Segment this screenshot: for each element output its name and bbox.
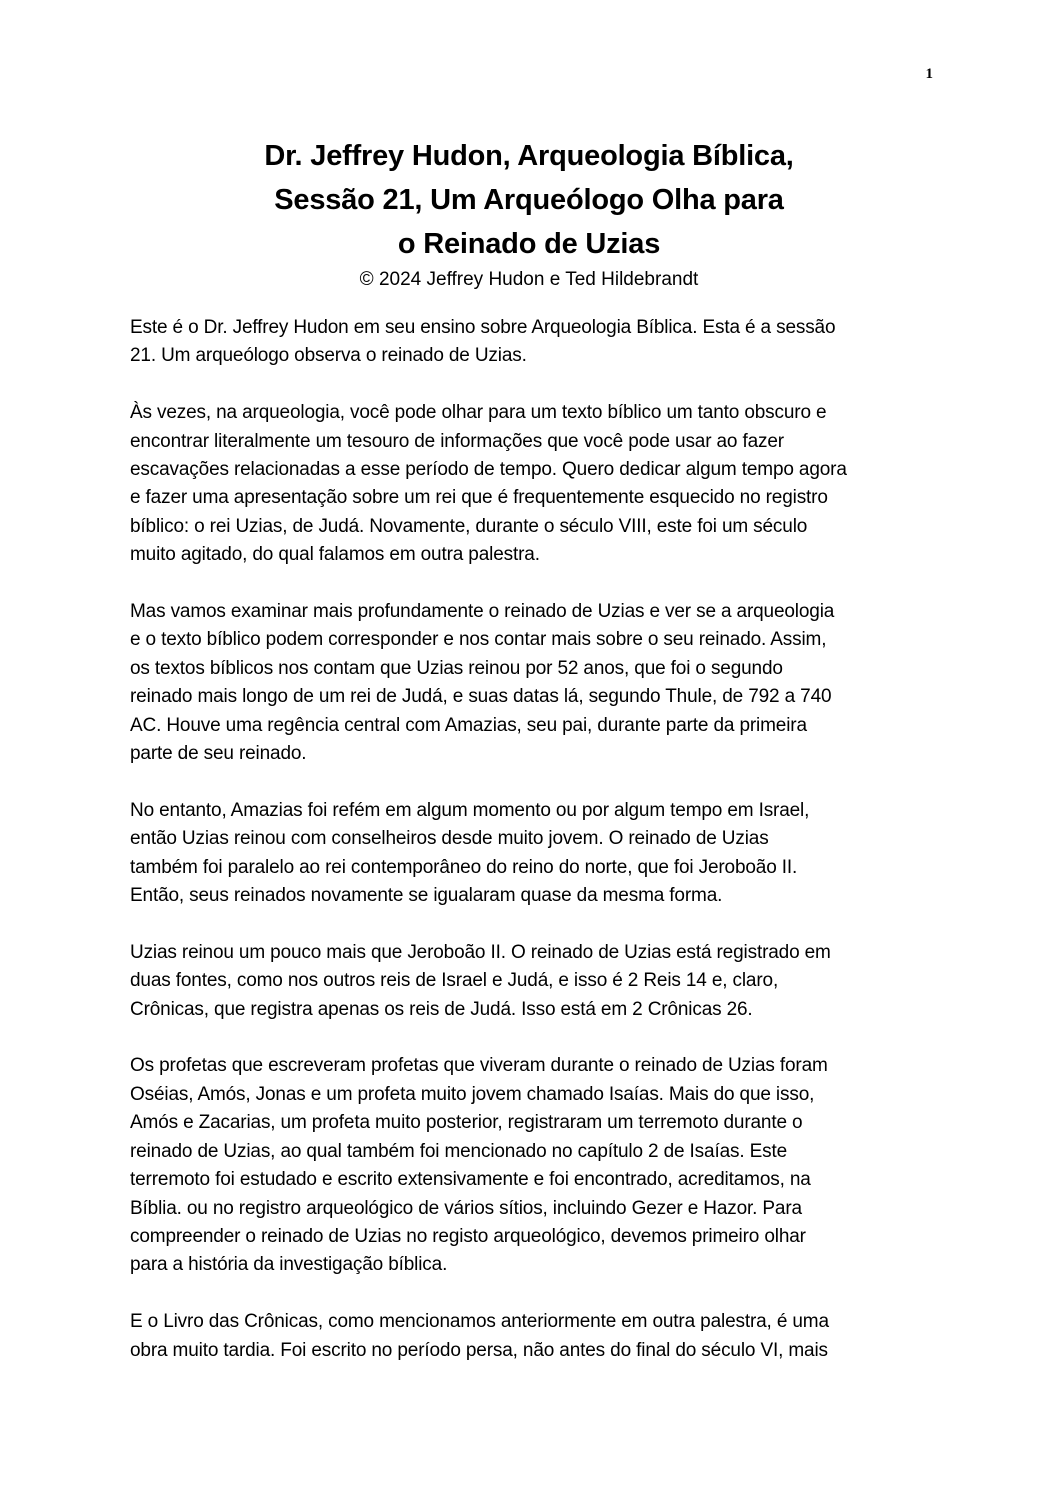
text-line: os textos bíblicos nos contam que Uzias reinou por 52 anos, que foi o segundo — [130, 657, 783, 679]
paragraph — [130, 1308, 930, 1365]
paragraph — [130, 1052, 930, 1279]
text-line: Oséias, Amós, Jonas e um profeta muito jovem chamado Isaías. Mais do que isso, — [130, 1083, 815, 1105]
title-line-2: Sessão 21, Um Arqueólogo Olha para — [274, 184, 784, 216]
text-line: obra muito tardia. Foi escrito no período persa, não antes do final do século VI, mais — [130, 1339, 828, 1361]
text-line: duas fontes, como nos outros reis de Israel e Judá, e isso é 2 Reis 14 e, claro, — [130, 970, 779, 992]
paragraph — [130, 399, 930, 569]
paragraph — [130, 314, 930, 371]
text-line: 21. Um arqueólogo observa o reinado de Uzias. — [130, 345, 527, 367]
text-line: bíblico: o rei Uzias, de Judá. Novamente, durante o século VIII, este foi um século — [130, 515, 808, 537]
paragraph — [130, 797, 930, 911]
document-header — [130, 134, 928, 294]
text-line: escavações relacionadas a esse período de tempo. Quero dedicar algum tempo agora — [130, 459, 847, 481]
text-line: para a história da investigação bíblica. — [130, 1254, 448, 1276]
text-line: Mas vamos examinar mais profundamente o reinado de Uzias e ver se a arqueologia — [130, 601, 835, 623]
title-line-3: o Reinado de Uzias — [397, 228, 661, 260]
text-line: Amós e Zacarias, um profeta muito posterior, registraram um terremoto durante o — [130, 1112, 803, 1134]
text-line: muito agitado, do qual falamos em outra palestra. — [130, 544, 540, 566]
text-line: parte de seu reinado. — [130, 743, 307, 765]
text-line: compreender o reinado de Uzias no registo arqueológico, devemos primeiro olhar — [130, 1225, 806, 1247]
copyright-notice: © 2024 Jeffrey Hudon e Ted Hildebrandt — [359, 269, 699, 290]
text-line: Os profetas que escreveram profetas que viveram durante o reinado de Uzias foram — [130, 1055, 828, 1077]
text-line: No entanto, Amazias foi refém em algum momento ou por algum tempo em Israel, — [130, 799, 810, 821]
text-line: então Uzias reinou com conselheiros desde muito jovem. O reinado de Uzias — [130, 828, 769, 850]
paragraph — [130, 598, 930, 768]
text-line: e o texto bíblico podem corresponder e nos contar mais sobre o seu reinado. Assim, — [130, 629, 827, 651]
text-line: encontrar literalmente um tesouro de informações que você pode usar ao fazer — [130, 430, 784, 452]
text-line: Este é o Dr. Jeffrey Hudon em seu ensino sobre Arqueologia Bíblica. Esta é a sessão — [130, 317, 836, 338]
title-line-1: Dr. Jeffrey Hudon, Arqueologia Bíblica, — [264, 140, 794, 172]
text-line: reinado de Uzias, ao qual também foi mencionado no capítulo 2 de Isaías. Este — [130, 1140, 788, 1162]
text-line: reinado mais longo de um rei de Judá, e suas datas lá, segundo Thule, de 792 a 740 — [130, 686, 832, 708]
text-line: e fazer uma apresentação sobre um rei que é frequentemente esquecido no registro — [130, 487, 828, 509]
document-body — [130, 314, 930, 1393]
text-line: Às vezes, na arqueologia, você pode olhar para um texto bíblico um tanto obscuro e — [130, 402, 827, 424]
page-number: 1 — [925, 66, 933, 82]
text-line: terremoto foi estudado e escrito extensivamente e foi encontrado, acreditamos, na — [130, 1169, 811, 1191]
text-line: Então, seus reinados novamente se igualaram quase da mesma forma. — [130, 885, 723, 907]
text-line: AC. Houve uma regência central com Amazias, seu pai, durante parte da primeira — [130, 714, 807, 736]
text-line: também foi paralelo ao rei contemporâneo do reino do norte, que foi Jeroboão II. — [130, 856, 798, 878]
text-line: E o Livro das Crônicas, como mencionamos anteriormente em outra palestra, é uma — [130, 1311, 829, 1333]
paragraph — [130, 939, 930, 1024]
text-line: Uzias reinou um pouco mais que Jeroboão II. O reinado de Uzias está registrado em — [130, 941, 831, 963]
text-line: Crônicas, que registra apenas os reis de Judá. Isso está em 2 Crônicas 26. — [130, 998, 753, 1020]
text-line: Bíblia. ou no registro arqueológico de vários sítios, incluindo Gezer e Hazor. Para — [130, 1197, 802, 1219]
